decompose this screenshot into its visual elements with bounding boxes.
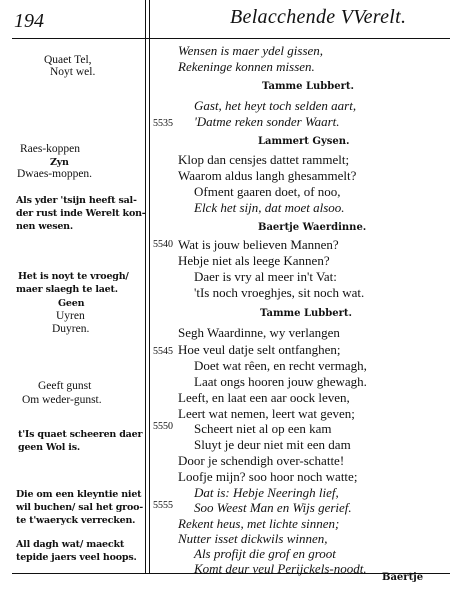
verse-line: Laat ongs hooren jouw ghewagh. <box>194 374 367 389</box>
header-rule <box>12 38 450 39</box>
verse-line: Dat is: Hebje Neeringh lief, <box>194 485 339 500</box>
margin-note: wil buchen/ sal het groo- <box>16 502 144 513</box>
verse-line: Als profijt die grof en groot <box>194 546 336 561</box>
verse-line: 'Datme reken sonder Waart. <box>194 114 340 129</box>
speaker-name: Tamme Lubbert. <box>262 81 354 92</box>
speaker-name: Tamme Lubbert. <box>260 308 352 319</box>
margin-note: Geen <box>58 298 85 309</box>
verse-line: Scheert niet al op een kam <box>194 421 332 436</box>
margin-note: Zyn <box>50 157 69 168</box>
margin-note: Als yder 'tsijn heeft sal- <box>16 195 137 206</box>
verse-line: Waarom aldus langh ghesammelt? <box>178 168 357 183</box>
margin-note: Quaet Tel, <box>44 54 92 66</box>
verse-line: 'tIs noch vroeghjes, sit noch wat. <box>194 285 365 300</box>
line-number: 5535 <box>153 118 173 129</box>
margin-note: Om weder-gunst. <box>22 394 102 406</box>
verse-line: Soo Weest Man en Wijs gerief. <box>194 500 352 515</box>
verse-line: Wensen is maer ydel gissen, <box>178 43 324 58</box>
line-number: 5550 <box>153 421 173 432</box>
margin-note: te t'waeryck verrecken. <box>16 515 136 526</box>
line-number: 5540 <box>153 239 173 250</box>
verse-line: Hoe veul datje selt ontfanghen; <box>178 342 341 357</box>
verse-line: Wat is jouw believen Mannen? <box>178 237 339 252</box>
margin-note: nen wesen. <box>16 221 73 232</box>
margin-note: Geeft gunst <box>38 380 92 392</box>
speaker-name: Lammert Gysen. <box>258 136 350 147</box>
margin-note: Dwaes-moppen. <box>17 168 93 180</box>
margin-note: Die om een kleyntie niet <box>16 489 142 500</box>
verse-line: Segh Waardinne, wy verlangen <box>178 325 340 340</box>
margin-note: geen Wol is. <box>18 442 80 453</box>
verse-line: Doet wat rêen, en recht vermagh, <box>194 358 367 373</box>
verse-line: Door je schendigh over-schatte! <box>178 453 345 468</box>
verse-line: Gast, het heyt toch selden aart, <box>194 98 357 113</box>
verse-line: Leert wat nemen, leert wat geven; <box>178 406 355 421</box>
running-head: Belacchende VVerelt. <box>230 6 407 28</box>
line-number: 5555 <box>153 500 173 511</box>
margin-note: Noyt wel. <box>50 66 96 78</box>
verse-line: Leeft, en laat een aar oock leven, <box>178 390 350 405</box>
line-number: 5545 <box>153 346 173 357</box>
margin-note: Duyren. <box>52 323 90 335</box>
verse-line: Klop dan censjes dattet rammelt; <box>178 152 350 167</box>
margin-rule-outer <box>145 0 146 574</box>
verse-line: Rekent heus, met lichte sinnen; <box>178 516 340 531</box>
verse-line: Ofment gaaren doet, of noo, <box>194 184 341 199</box>
margin-note: t'Is quaet scheeren daer <box>18 429 143 440</box>
verse-line: Hebje niet als leege Kannen? <box>178 253 330 268</box>
verse-line: Loofje mijn? soo hoor noch watte; <box>178 469 358 484</box>
margin-note: Uyren <box>56 310 85 322</box>
margin-rule-inner <box>149 0 150 574</box>
verse-line: Daer is vry al meer in't Vat: <box>194 269 337 284</box>
speaker-name: Baertje Waerdinne. <box>258 222 367 233</box>
margin-note: tepide jaers veel hoops. <box>16 552 137 563</box>
margin-note: Raes-koppen <box>20 143 81 155</box>
margin-note: der rust inde Werelt kon- <box>16 208 146 219</box>
margin-note: Het is noyt te vroegh/ <box>18 271 129 282</box>
verse-line: Komt deur veul Perijckels-noodt. <box>194 561 367 576</box>
catchword: Baertje <box>382 572 424 583</box>
margin-note: maer slaegh te laet. <box>16 284 118 295</box>
verse-line: Elck het sijn, dat moet alsoo. <box>194 200 345 215</box>
margin-note: All dagh wat/ maeckt <box>16 539 125 550</box>
verse-line: Nutter isset dickwils winnen, <box>178 531 328 546</box>
verse-line: Rekeninge konnen missen. <box>178 59 315 74</box>
verse-line: Sluyt je deur niet mit een dam <box>194 437 351 452</box>
page-number: 194 <box>14 10 44 32</box>
